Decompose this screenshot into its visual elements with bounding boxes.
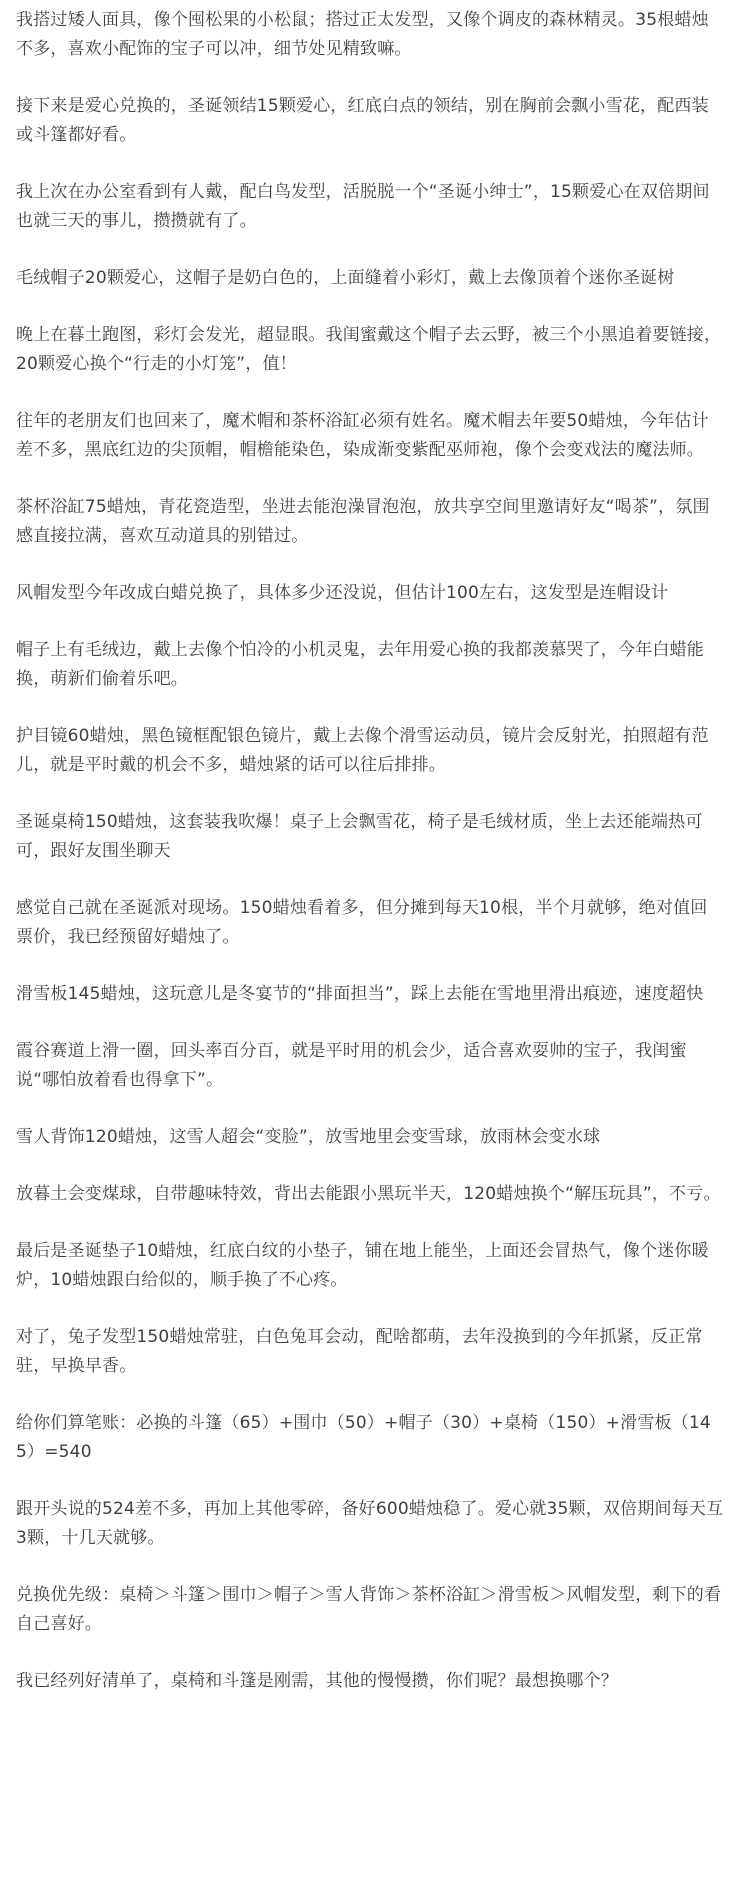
paragraph: 感觉自己就在圣诞派对现场。150蜡烛看着多，但分摊到每天10根，半个月就够，绝对值回票价，我已经预留好蜡烛了。 — [16, 898, 708, 947]
paragraph: 风帽发型今年改成白蜡兑换了，具体多少还没说，但估计100左右，这发型是连帽设计 — [16, 583, 669, 603]
paragraph: 茶杯浴缸75蜡烛，青花瓷造型，坐进去能泡澡冒泡泡，放共享空间里邀请好友“喝茶”，氛围感直接拉满，喜欢互动道具的别错过。 — [16, 497, 710, 546]
paragraph: 最后是圣诞垫子10蜡烛，红底白纹的小垫子，铺在地上能坐，上面还会冒热气，像个迷你暖炉，10蜡烛跟白给似的，顺手换了不心疼。 — [16, 1241, 709, 1290]
paragraph: 对了，兔子发型150蜡烛常驻，白色兔耳会动，配啥都萌，去年没换到的今年抓紧，反正常驻，早换早香。 — [16, 1327, 703, 1376]
paragraph: 往年的老朋友们也回来了，魔术帽和茶杯浴缸必须有姓名。魔术帽去年要50蜡烛，今年估计差不多，黑底红边的尖顶帽，帽檐能染色，染成渐变紫配巫师袍，像个会变戏法的魔法师。 — [16, 411, 709, 460]
paragraph: 雪人背饰120蜡烛，这雪人超会“变脸”，放雪地里会变雪球，放雨林会变水球 — [16, 1127, 601, 1147]
paragraph: 滑雪板145蜡烛，这玩意儿是冬宴节的“排面担当”，踩上去能在雪地里滑出痕迹，速度超快 — [16, 984, 704, 1004]
paragraph: 兑换优先级：桌椅＞斗篷＞围巾＞帽子＞雪人背饰＞茶杯浴缸＞滑雪板＞风帽发型，剩下的看自己喜好。 — [16, 1585, 722, 1634]
paragraph: 护目镜60蜡烛，黑色镜框配银色镜片，戴上去像个滑雪运动员，镜片会反射光，拍照超有范儿，就是平时戴的机会不多，蜡烛紧的话可以往后排排。 — [16, 726, 709, 775]
paragraph: 霞谷赛道上滑一圈，回头率百分百，就是平时用的机会少，适合喜欢耍帅的宝子，我闺蜜说“哪怕放着看也得拿下”。 — [16, 1041, 687, 1090]
paragraph: 我已经列好清单了，桌椅和斗篷是刚需，其他的慢慢攒，你们呢？最想换哪个？ — [16, 1671, 618, 1691]
paragraph: 跟开头说的524差不多，再加上其他零碎，备好600蜡烛稳了。爱心就35颗，双倍期间每天互3颗，十几天就够。 — [16, 1499, 724, 1548]
paragraph: 圣诞桌椅150蜡烛，这套装我吹爆！桌子上会飘雪花，椅子是毛绒材质，坐上去还能端热可可，跟好友围坐聊天 — [16, 812, 703, 861]
paragraph: 帽子上有毛绒边，戴上去像个怕冷的小机灵鬼，去年用爱心换的我都羡慕哭了，今年白蜡能换，萌新们偷着乐吧。 — [16, 640, 704, 689]
paragraph: 我上次在办公室看到有人戴，配白鸟发型，活脱脱一个“圣诞小绅士”，15颗爱心在双倍期间也就三天的事儿，攒攒就有了。 — [16, 182, 710, 231]
paragraph: 接下来是爱心兑换的，圣诞领结15颗爱心，红底白点的领结，别在胸前会飘小雪花，配西装或斗篷都好看。 — [16, 96, 709, 145]
article-body — [16, 6, 724, 1696]
paragraph: 我搭过矮人面具，像个囤松果的小松鼠；搭过正太发型，又像个调皮的森林精灵。35根蜡烛不多，喜欢小配饰的宝子可以冲，细节处见精致嘛。 — [16, 10, 709, 59]
paragraph: 给你们算笔账：必换的斗篷（65）+围巾（50）+帽子（30）+桌椅（150）+滑雪板（145）=540 — [16, 1413, 711, 1462]
paragraph: 放暮土会变煤球，自带趣味特效，背出去能跟小黑玩半天，120蜡烛换个“解压玩具”，不亏。 — [16, 1184, 721, 1204]
paragraph: 毛绒帽子20颗爱心，这帽子是奶白色的，上面缝着小彩灯，戴上去像顶着个迷你圣诞树 — [16, 268, 675, 288]
paragraph: 晚上在暮土跑图，彩灯会发光，超显眼。我闺蜜戴这个帽子去云野，被三个小黑追着要链接，20颗爱心换个“行走的小灯笼”，值！ — [16, 325, 722, 374]
